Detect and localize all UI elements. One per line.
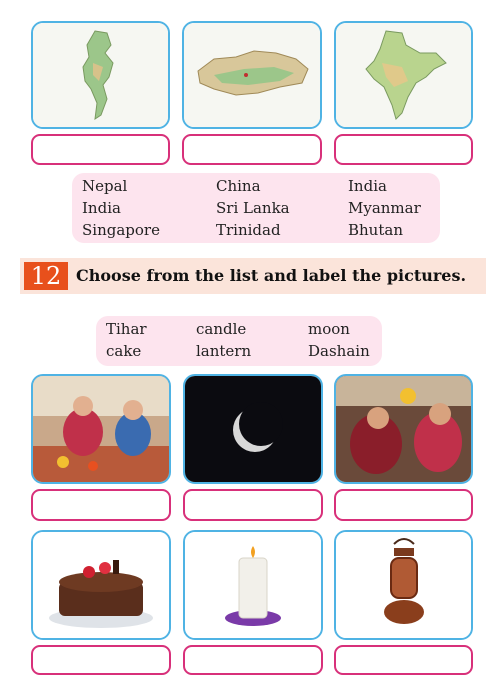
word-item: Tihar (106, 320, 147, 338)
moon-icon (185, 376, 321, 482)
word-item: China (216, 177, 261, 195)
word-item: Trinidad (216, 221, 281, 239)
word-list-festival (96, 316, 382, 366)
answer-box-lantern[interactable] (334, 645, 473, 675)
map-icon (184, 23, 320, 127)
candle-icon (185, 532, 321, 638)
answer-box-map-2[interactable] (182, 134, 322, 165)
word-item: Myanmar (348, 199, 421, 217)
answer-box-map-1[interactable] (31, 134, 170, 165)
festival-photo-icon (336, 376, 471, 482)
cake-icon (33, 532, 169, 638)
word-item: India (348, 177, 387, 195)
word-item: cake (106, 342, 142, 360)
exercise-instruction: Choose from the list and label the pictures. (76, 266, 467, 285)
answer-box-festival-2[interactable] (334, 489, 473, 521)
answer-box-candle[interactable] (183, 645, 323, 675)
map-icon (33, 23, 168, 127)
picture-card-moon (183, 374, 323, 484)
picture-card-lantern (334, 530, 473, 640)
word-item: lantern (196, 342, 252, 360)
word-item: candle (196, 320, 247, 338)
picture-card-map-1 (31, 21, 170, 129)
word-item: India (82, 199, 121, 217)
word-list-countries (72, 173, 440, 243)
word-item: Singapore (82, 221, 160, 239)
answer-box-festival-1[interactable] (31, 489, 171, 521)
word-item: Sri Lanka (216, 199, 290, 217)
picture-card-festival-1 (31, 374, 171, 484)
picture-card-candle (183, 530, 323, 640)
word-item: moon (308, 320, 350, 338)
answer-box-map-3[interactable] (334, 134, 473, 165)
festival-photo-icon (33, 376, 169, 482)
word-item: Nepal (82, 177, 128, 195)
word-item: Bhutan (348, 221, 403, 239)
word-item: Dashain (308, 342, 370, 360)
picture-card-festival-2 (334, 374, 473, 484)
picture-card-map-3 (334, 21, 473, 129)
lantern-icon (336, 532, 471, 638)
exercise-number: 12 (24, 262, 68, 290)
map-icon (336, 23, 471, 127)
answer-box-cake[interactable] (31, 645, 171, 675)
picture-card-map-2 (182, 21, 322, 129)
answer-box-moon[interactable] (183, 489, 323, 521)
picture-card-cake (31, 530, 171, 640)
